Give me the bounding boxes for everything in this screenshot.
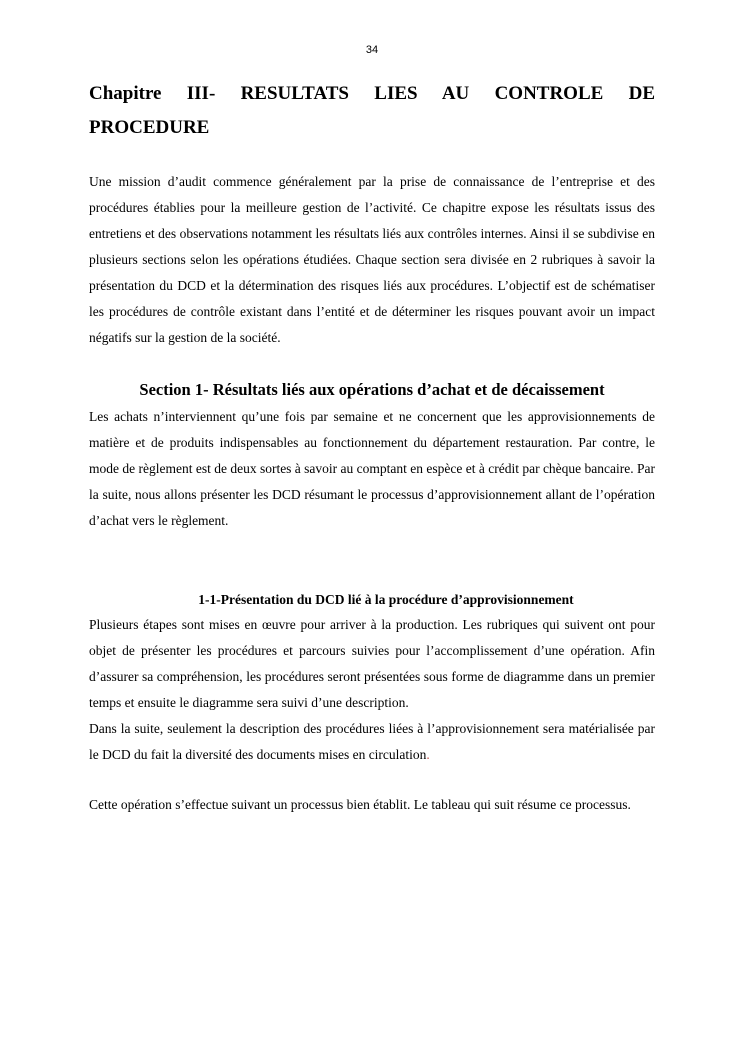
section-1-paragraph: Les achats n’interviennent qu’une fois par semaine et ne concernent que les approvisionnements de matière et de produits indispensables au fonctionnement du département restauration. Par contre, le mode de règlement est de deux sortes à savoir au comptant en espèce et à crédit par chèque bancaire. Par la suite, nous allons présenter les DCD résumant le processus d’approvisionnement allant de l’opération d’achat vers le règlement. — [89, 409, 655, 528]
chapter-title-line2: PROCEDURE — [89, 117, 210, 138]
subsection-1-1-title: 1-1-Présentation du DCD lié à la procédure d’approvisionnement — [198, 592, 574, 607]
subsection-paragraph-2 — [89, 716, 655, 768]
chapter-title — [89, 77, 655, 145]
section-1-title: Section 1- Résultats liés aux opérations d’achat et de décaissement — [139, 380, 605, 399]
page-number: 34 — [365, 44, 379, 56]
closing-paragraph: Cette opération s’effectue suivant un processus bien établit. Le tableau qui suit résume ce processus. — [89, 797, 631, 812]
subsection-paragraph-2-end: . — [426, 747, 430, 762]
subsection-paragraph-1: Plusieurs étapes sont mises en œuvre pour arriver à la production. Les rubriques qui suivent ont pour objet de présenter les procédures et parcours suivies pour l’accomplissement d’une opération. Afin d’assurer sa compréhension, les procédures seront présentées sous forme de diagramme dans un premier temps et ensuite le diagramme sera suivi d’une description. — [89, 617, 655, 710]
intro-paragraph: Une mission d’audit commence généralement par la prise de connaissance de l’entreprise et des procédures établies pour la meilleure gestion de l’activité. Ce chapitre expose les résultats issus des entretiens et des observations notamment les résultats liés aux contrôles internes. Ainsi il se subdivise en plusieurs sections selon les opérations étudiées. Chaque section sera divisée en 2 rubriques à savoir la présentation du DCD et la détermination des risques liés aux procédures. L’objectif est de schématiser les procédures de contrôle existant dans l’entité et de déterminer les risques pouvant avoir un impact négatifs sur la gestion de la société. — [89, 174, 655, 345]
chapter-title-line1: Chapitre III- RESULTATS LIES AU CONTROLE DE — [89, 83, 655, 104]
subsection-paragraph-2-text: Dans la suite, seulement la description des procédures liées à l’approvisionnement sera matérialisée par le DCD du fait la diversité des documents mises en circulation — [89, 721, 655, 762]
